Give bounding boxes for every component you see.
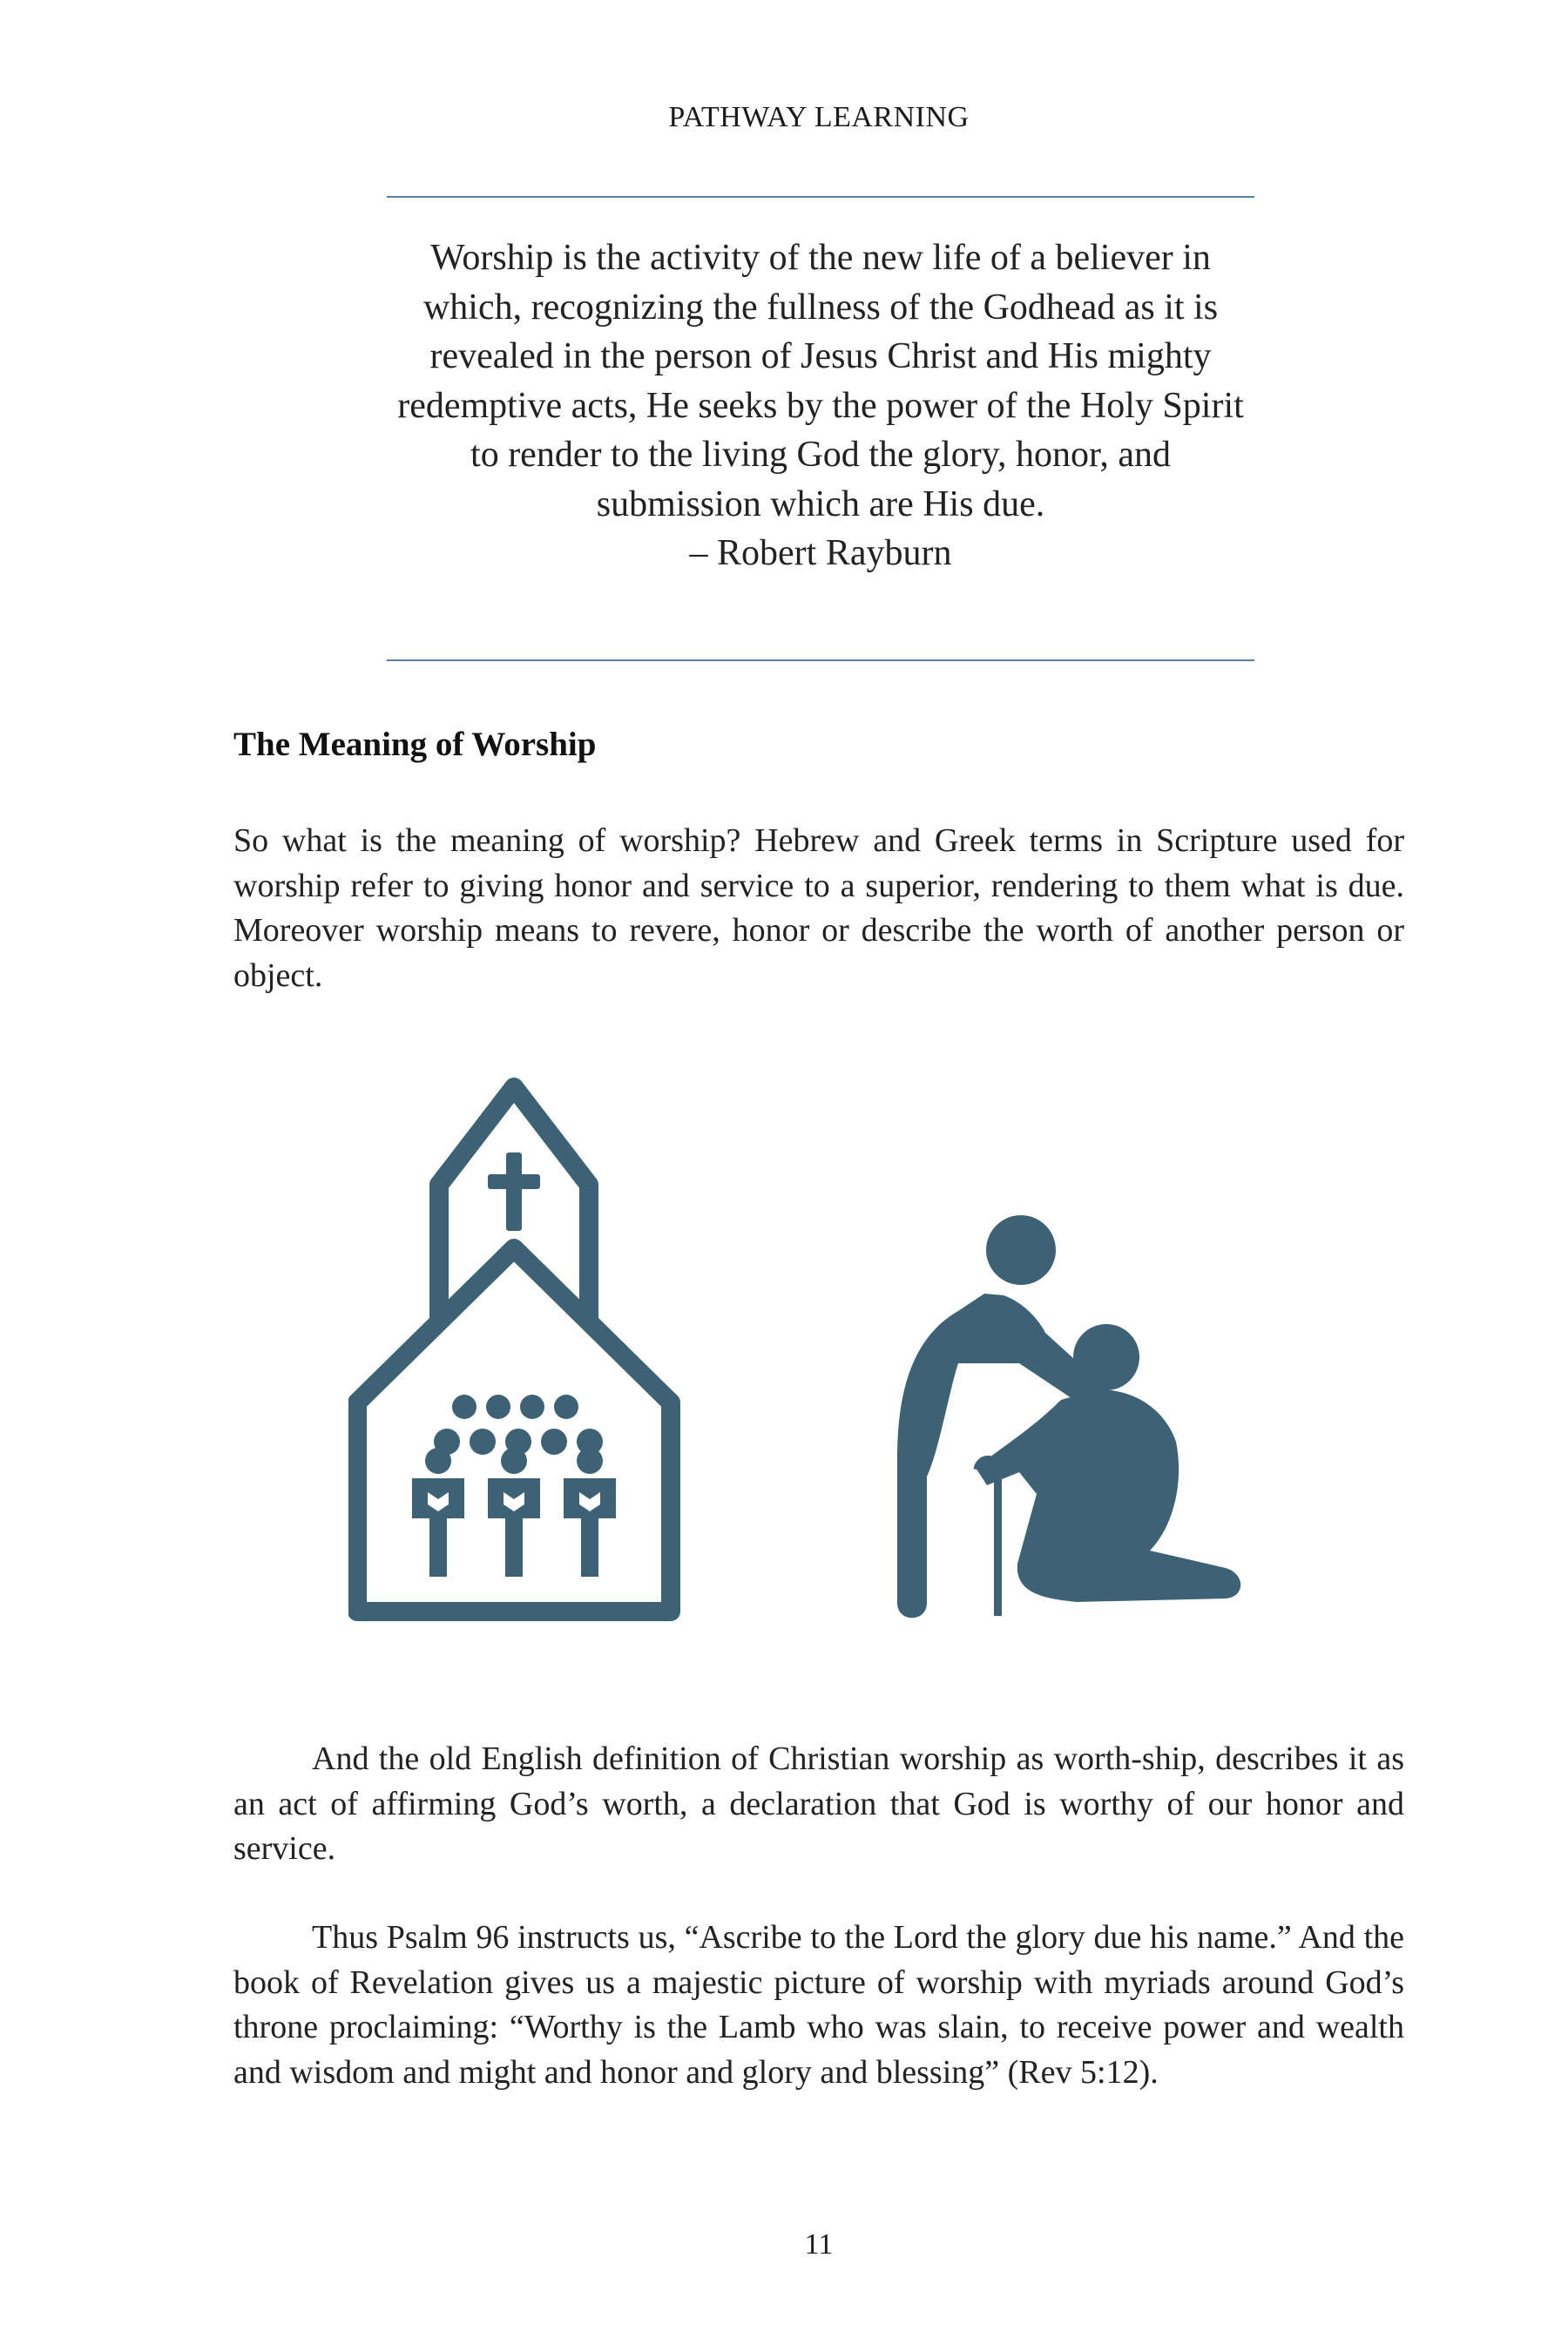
helping-elderly-person-icon [897, 1215, 1240, 1618]
quote-attribution: – Robert Rayburn [689, 533, 952, 573]
quote-top-rule [387, 196, 1254, 198]
section-title: The Meaning of Worship [233, 726, 597, 763]
body-paragraph-2: And the old English definition of Christian worship as worth-ship, describes it as an act of affirming God’s worth, a declaration that God is worthy of our honor and service. [233, 1740, 1404, 1867]
epigraph-quote [387, 233, 1254, 578]
running-header: PATHWAY LEARNING [668, 101, 970, 133]
quote-text: Worship is the activity of the new life of a believer in which, recognizing the fullness of the Godhead as it is revealed in the person of Jesus Christ and His mighty redemptive acts, He seeks by the power of the Holy Spirit to render to the living God the glory, honor, and submission which are His due. [397, 238, 1244, 524]
page-number: 11 [804, 2228, 834, 2261]
body-paragraph-3: Thus Psalm 96 instructs us, “Ascribe to the Lord the glory due his name.” And the book of Revelation gives us a majestic picture of worship with myriads around God’s throne proclaiming: “Worthy is the Lamb who was slain, to receive power and wealth and wisdom and might and honor and glory and blessing” (Rev 5:12). [233, 1919, 1404, 2091]
quote-bottom-rule [387, 659, 1254, 661]
body-paragraph-1: So what is the meaning of worship? Hebrew and Greek terms in Scripture used for worship refer to giving honor and service to a superior, rendering to them what is due. Moreover worship means to revere, honor or describe the worth of another person or object. [233, 822, 1404, 994]
worship-illustration [348, 1076, 1272, 1633]
